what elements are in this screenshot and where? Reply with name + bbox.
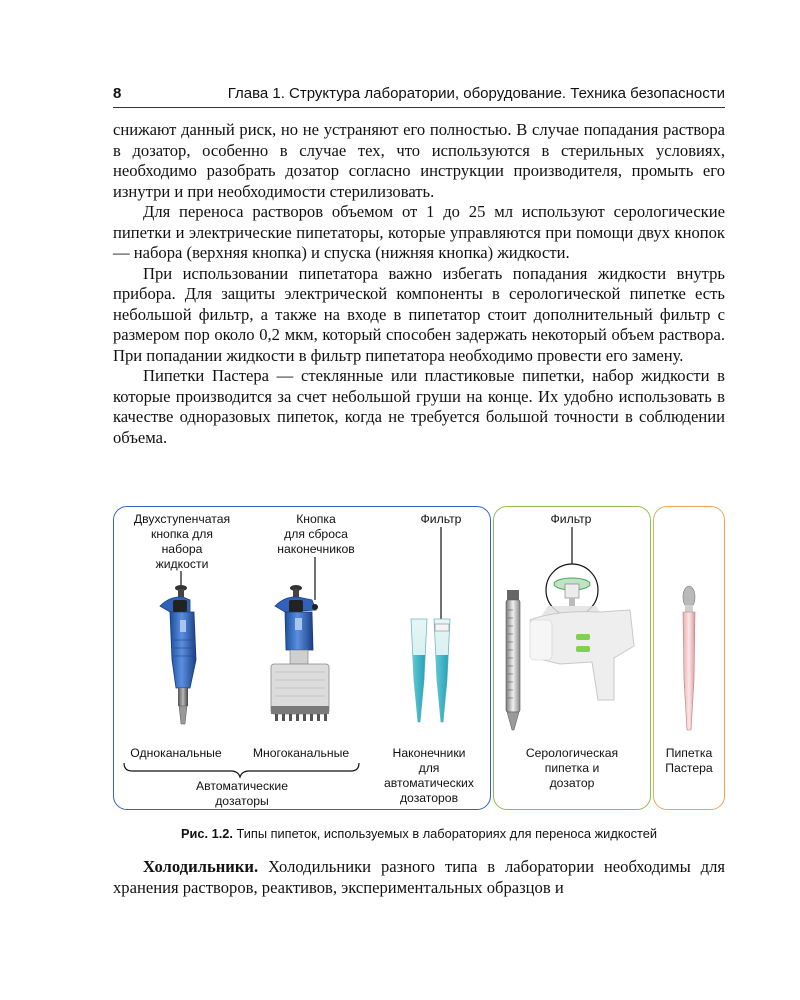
caption-text: Типы пипеток, используемых в лабораториях для переноса жидкостей <box>236 826 658 841</box>
filter-serological-label <box>538 512 604 527</box>
filter-tips <box>411 527 450 722</box>
body-text-continued <box>113 857 725 898</box>
label-text: Фильтр <box>550 512 592 526</box>
multi-channel-label <box>238 746 364 761</box>
two-stage-button-label <box>117 512 247 572</box>
paragraph: Для переноса растворов объемом от 1 до 25 мл используют серологические пипетки и электрические пипетаторы, которые управляются при помощи двух кнопок — набора (верхняя кнопка) и спуска (нижняя кнопка) жидкости. <box>113 202 725 262</box>
group-brace <box>124 763 359 777</box>
section-heading: Холодильники. <box>143 857 259 876</box>
eject-button-label <box>264 512 368 557</box>
single-channel-label <box>117 746 235 761</box>
paragraph: При использовании пипетатора важно избегать попадания жидкости внутрь прибора. Для защиты электрической компоненты в серологической пипетке есть небольшой фильтр, а также на входе в пипетатор стоит дополнительный фильтр с размером пор около 0,2 мкм, который способен задержать некоторый объем раствора. При попадании жидкости в фильтр пипетатора необходимо провести его замену. <box>113 263 725 365</box>
paragraph: Пипетки Пастера — стеклянные или пластиковые пипетки, набор жидкости в которые производится за счет небольшой груши на конце. Их удобно использовать в качестве одноразовых пипеток, когда не требуется большой точности в соблюдении объема. <box>113 366 725 447</box>
label-text: Фильтр <box>420 512 462 526</box>
label-text: Многоканальные <box>252 746 350 760</box>
paragraph: снижают данный риск, но не устраняют его полностью. В случае попадания раствора в дозатор, особенно в случае тех, что используются в стерильных условиях, необходимо разобрать дозатор согласно инструкции производителя, промыть его изнутри и при необходимости стерилизовать. <box>113 120 725 201</box>
page-number: 8 <box>113 85 122 102</box>
chapter-title: Глава 1. Структура лаборатории, оборудование. Техника безопасности <box>227 85 725 102</box>
caption-label: Рис. 1.2. <box>180 826 233 841</box>
label-text: Серологическая пипетка и дозатор <box>525 746 619 790</box>
pasteur-pipette <box>683 586 695 730</box>
multi-channel-pipette <box>271 557 329 721</box>
paragraph-text: Холодильники разного типа в лаборатории необходимы для хранения растворов, реактивов, экспериментальных образцов и <box>113 857 725 897</box>
pipettor <box>530 527 634 700</box>
automatic-pipettes-label <box>172 779 312 809</box>
label-text: Двухступенчатая кнопка для набора жидкости <box>133 512 231 571</box>
tips-label <box>370 746 488 806</box>
label-text: Кнопка для сброса наконечников <box>277 512 355 556</box>
figure-caption <box>113 826 725 841</box>
single-channel-pipette <box>160 571 196 724</box>
filter-tips-label <box>408 512 474 527</box>
label-text: Одноканальные <box>130 746 222 760</box>
label-text: Автоматические дозаторы <box>196 779 288 808</box>
label-text: Наконечники для автоматических дозаторов <box>384 746 474 805</box>
serological-pipette <box>506 590 520 730</box>
label-text: Пипетка Пастера <box>665 746 713 775</box>
paragraph <box>113 857 725 898</box>
pasteur-label <box>654 746 724 776</box>
serological-label <box>502 746 642 791</box>
